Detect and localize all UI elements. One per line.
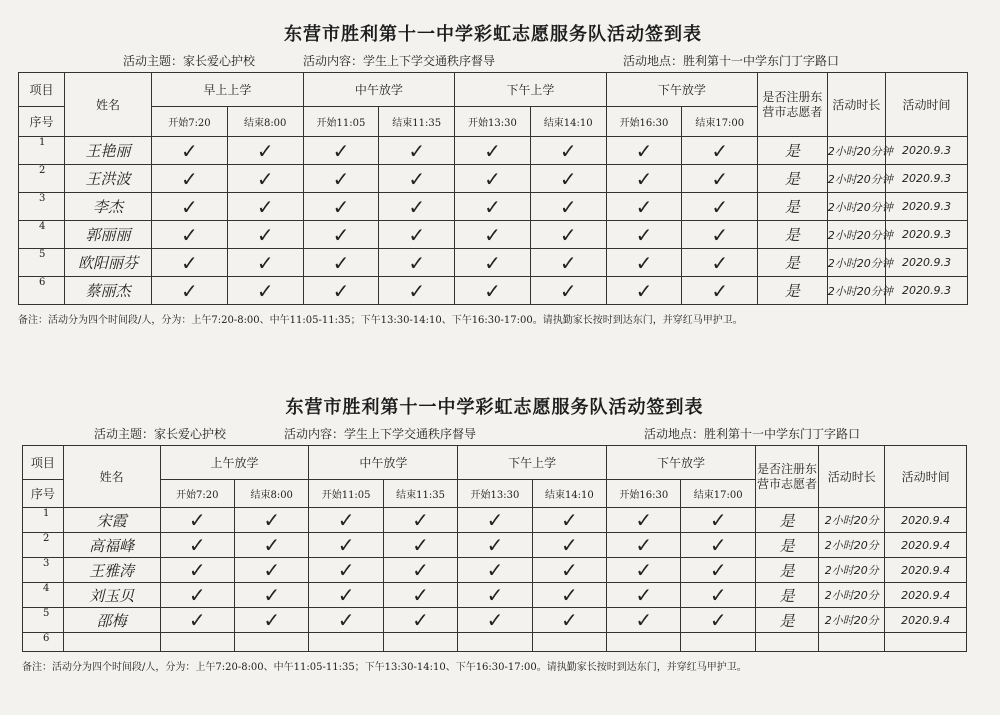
check-mark: ✓ (606, 277, 682, 305)
check-mark: ✓ (383, 558, 457, 583)
check-mark: ✓ (681, 608, 755, 633)
header-period-2: 中午放学 (303, 73, 455, 107)
check-mark (681, 633, 755, 652)
check-mark: ✓ (455, 137, 531, 165)
row-registered: 是 (755, 583, 818, 608)
check-mark: ✓ (303, 249, 379, 277)
row-duration: 2小时20分钟 (827, 193, 885, 221)
check-mark: ✓ (455, 249, 531, 277)
check-mark: ✓ (309, 508, 383, 533)
check-mark: ✓ (152, 193, 228, 221)
activity-content: 活动内容：学生上下学交通秩序督导 (303, 54, 496, 68)
sign-in-sheet-2 (22, 395, 967, 673)
header-duration: 活动时长 (819, 446, 885, 508)
row-duration: 2小时20分钟 (827, 221, 885, 249)
check-mark: ✓ (152, 165, 228, 193)
row-name: 郭丽丽 (65, 221, 152, 249)
header-item: 项目 (23, 446, 64, 480)
check-mark: ✓ (458, 558, 532, 583)
check-mark: ✓ (532, 508, 606, 533)
check-mark: ✓ (160, 533, 234, 558)
row-name: 刘玉贝 (63, 583, 160, 608)
header-time-5: 开始13:30 (455, 107, 531, 137)
row-duration (819, 633, 885, 652)
check-mark: ✓ (303, 221, 379, 249)
check-mark (458, 633, 532, 652)
check-mark: ✓ (455, 221, 531, 249)
row-date: 2020.9.3 (886, 193, 968, 221)
header-row (19, 73, 968, 107)
row-index: 5 (23, 608, 64, 633)
row-name: 高福峰 (63, 533, 160, 558)
row-date: 2020.9.4 (885, 508, 967, 533)
header-row (23, 446, 967, 480)
check-mark: ✓ (379, 221, 455, 249)
check-mark: ✓ (379, 165, 455, 193)
row-registered: 是 (758, 165, 828, 193)
row-index: 4 (19, 221, 65, 249)
check-mark: ✓ (530, 277, 606, 305)
table-row (23, 608, 967, 633)
check-mark: ✓ (152, 249, 228, 277)
check-mark: ✓ (681, 508, 755, 533)
row-name (63, 633, 160, 652)
header-seq: 序号 (23, 480, 64, 508)
header-time-5: 开始13:30 (458, 480, 532, 508)
row-date: 2020.9.3 (886, 165, 968, 193)
header-registered: 是否注册东营市志愿者 (758, 73, 828, 137)
check-mark: ✓ (532, 558, 606, 583)
check-mark: ✓ (682, 137, 758, 165)
check-mark: ✓ (681, 583, 755, 608)
check-mark: ✓ (458, 608, 532, 633)
header-time-7: 开始16:30 (607, 480, 681, 508)
check-mark (160, 633, 234, 652)
row-duration: 2小时20分 (819, 508, 885, 533)
table-row (23, 633, 967, 652)
header-period-2: 中午放学 (309, 446, 458, 480)
check-mark: ✓ (455, 193, 531, 221)
row-name: 邵梅 (63, 608, 160, 633)
row-index: 2 (23, 533, 64, 558)
check-mark: ✓ (607, 508, 681, 533)
sheet-title: 东营市胜利第十一中学彩虹志愿服务队活动签到表 (284, 24, 702, 45)
row-date: 2020.9.4 (885, 583, 967, 608)
check-mark: ✓ (606, 137, 682, 165)
header-period-1: 早上上学 (152, 73, 304, 107)
check-mark: ✓ (383, 608, 457, 633)
header-item: 项目 (19, 73, 65, 107)
header-time-2: 结束8:00 (235, 480, 309, 508)
sign-in-sheet-1 (18, 22, 968, 326)
check-mark: ✓ (682, 221, 758, 249)
row-index: 6 (19, 277, 65, 305)
check-mark: ✓ (530, 193, 606, 221)
check-mark (309, 633, 383, 652)
check-mark: ✓ (303, 165, 379, 193)
activity-info (22, 421, 967, 445)
check-mark: ✓ (532, 583, 606, 608)
check-mark: ✓ (309, 608, 383, 633)
check-mark: ✓ (606, 165, 682, 193)
header-time-7: 开始16:30 (606, 107, 682, 137)
check-mark: ✓ (606, 249, 682, 277)
header-name: 姓名 (63, 446, 160, 508)
row-registered: 是 (755, 508, 818, 533)
activity-theme: 活动主题：家长爱心护校 (94, 427, 227, 441)
row-date (885, 633, 967, 652)
table-row (19, 137, 968, 165)
check-mark: ✓ (309, 583, 383, 608)
check-mark: ✓ (227, 165, 303, 193)
row-index: 5 (19, 249, 65, 277)
table-row (19, 249, 968, 277)
row-name: 宋霞 (63, 508, 160, 533)
check-mark: ✓ (379, 249, 455, 277)
check-mark: ✓ (681, 533, 755, 558)
check-mark: ✓ (160, 558, 234, 583)
row-index: 6 (23, 633, 64, 652)
check-mark: ✓ (309, 533, 383, 558)
row-duration: 2小时20分 (819, 608, 885, 633)
sign-in-table (18, 72, 968, 305)
check-mark: ✓ (309, 558, 383, 583)
header-period-3: 下午上学 (455, 73, 607, 107)
sheet-title: 东营市胜利第十一中学彩虹志愿服务队活动签到表 (285, 397, 704, 418)
check-mark: ✓ (235, 558, 309, 583)
check-mark: ✓ (458, 533, 532, 558)
check-mark: ✓ (379, 193, 455, 221)
row-registered: 是 (758, 277, 828, 305)
row-name: 蔡丽杰 (65, 277, 152, 305)
check-mark: ✓ (303, 277, 379, 305)
header-duration: 活动时长 (827, 73, 885, 137)
row-date: 2020.9.4 (885, 608, 967, 633)
header-time-4: 结束11:35 (383, 480, 457, 508)
check-mark: ✓ (530, 221, 606, 249)
header-date: 活动时间 (885, 446, 967, 508)
check-mark: ✓ (160, 583, 234, 608)
header-time-8: 结束17:00 (682, 107, 758, 137)
header-time-2: 结束8:00 (227, 107, 303, 137)
check-mark: ✓ (682, 193, 758, 221)
row-registered: 是 (758, 249, 828, 277)
check-mark: ✓ (607, 533, 681, 558)
check-mark: ✓ (532, 533, 606, 558)
row-name: 王雅涛 (63, 558, 160, 583)
check-mark: ✓ (303, 193, 379, 221)
remark-note: 备注：活动分为四个时间段/人，分为：上午7:20-8:00、中午11:05-11:35；下午13:30-14:10、下午16:30-17:00。请执勤家长按时到达东门，并穿红马甲护卫。 (18, 315, 743, 326)
row-duration: 2小时20分 (819, 583, 885, 608)
row-duration: 2小时20分 (819, 558, 885, 583)
header-period-1: 上午放学 (160, 446, 309, 480)
check-mark: ✓ (235, 508, 309, 533)
check-mark: ✓ (379, 277, 455, 305)
check-mark: ✓ (607, 583, 681, 608)
activity-content: 活动内容：学生上下学交通秩序督导 (284, 427, 477, 441)
check-mark: ✓ (227, 193, 303, 221)
row-registered (755, 633, 818, 652)
header-time-8: 结束17:00 (681, 480, 755, 508)
header-seq: 序号 (19, 107, 65, 137)
check-mark: ✓ (383, 583, 457, 608)
row-duration: 2小时20分钟 (827, 277, 885, 305)
table-row (23, 583, 967, 608)
check-mark: ✓ (227, 249, 303, 277)
row-name: 欧阳丽芬 (65, 249, 152, 277)
check-mark: ✓ (227, 277, 303, 305)
row-registered: 是 (755, 533, 818, 558)
row-date: 2020.9.4 (885, 558, 967, 583)
check-mark: ✓ (681, 558, 755, 583)
check-mark: ✓ (235, 583, 309, 608)
row-name: 王洪波 (65, 165, 152, 193)
activity-info (18, 48, 968, 72)
check-mark: ✓ (379, 137, 455, 165)
check-mark: ✓ (682, 249, 758, 277)
header-date: 活动时间 (886, 73, 968, 137)
table-row (19, 165, 968, 193)
check-mark (383, 633, 457, 652)
check-mark: ✓ (235, 608, 309, 633)
row-registered: 是 (755, 608, 818, 633)
header-registered: 是否注册东营市志愿者 (755, 446, 818, 508)
check-mark: ✓ (458, 583, 532, 608)
row-duration: 2小时20分钟 (827, 249, 885, 277)
check-mark: ✓ (455, 165, 531, 193)
activity-location: 活动地点：胜利第十一中学东门丁字路口 (644, 427, 861, 441)
activity-theme: 活动主题：家长爱心护校 (123, 54, 256, 68)
check-mark (532, 633, 606, 652)
row-date: 2020.9.4 (885, 533, 967, 558)
check-mark: ✓ (458, 508, 532, 533)
row-date: 2020.9.3 (886, 221, 968, 249)
check-mark: ✓ (682, 165, 758, 193)
check-mark: ✓ (530, 165, 606, 193)
header-time-4: 结束11:35 (379, 107, 455, 137)
check-mark: ✓ (606, 221, 682, 249)
header-time-6: 结束14:10 (532, 480, 606, 508)
check-mark: ✓ (160, 608, 234, 633)
check-mark: ✓ (303, 137, 379, 165)
check-mark: ✓ (160, 508, 234, 533)
row-index: 2 (19, 165, 65, 193)
check-mark: ✓ (152, 277, 228, 305)
header-period-4: 下午放学 (607, 446, 756, 480)
check-mark (607, 633, 681, 652)
check-mark: ✓ (227, 221, 303, 249)
header-time-6: 结束14:10 (530, 107, 606, 137)
check-mark: ✓ (152, 221, 228, 249)
row-date: 2020.9.3 (886, 249, 968, 277)
row-date: 2020.9.3 (886, 137, 968, 165)
check-mark: ✓ (530, 137, 606, 165)
header-name: 姓名 (65, 73, 152, 137)
table-row (19, 221, 968, 249)
row-index: 4 (23, 583, 64, 608)
check-mark: ✓ (532, 608, 606, 633)
header-period-4: 下午放学 (606, 73, 758, 107)
table-row (23, 558, 967, 583)
row-index: 3 (19, 193, 65, 221)
remark-note: 备注：活动分为四个时间段/人，分为：上午7:20-8:00、中午11:05-11:35；下午13:30-14:10、下午16:30-17:00。请执勤家长按时到达东门，并穿红马甲护卫。 (22, 662, 747, 673)
check-mark: ✓ (152, 137, 228, 165)
header-period-3: 下午上学 (458, 446, 607, 480)
header-time-3: 开始11:05 (303, 107, 379, 137)
check-mark: ✓ (607, 608, 681, 633)
check-mark: ✓ (530, 249, 606, 277)
check-mark: ✓ (682, 277, 758, 305)
check-mark: ✓ (606, 193, 682, 221)
row-registered: 是 (758, 221, 828, 249)
check-mark: ✓ (227, 137, 303, 165)
row-name: 王艳丽 (65, 137, 152, 165)
check-mark: ✓ (235, 533, 309, 558)
check-mark: ✓ (455, 277, 531, 305)
activity-location: 活动地点：胜利第十一中学东门丁字路口 (623, 54, 840, 68)
header-time-3: 开始11:05 (309, 480, 383, 508)
row-registered: 是 (758, 137, 828, 165)
table-row (23, 508, 967, 533)
check-mark (235, 633, 309, 652)
row-duration: 2小时20分钟 (827, 137, 885, 165)
table-row (19, 193, 968, 221)
check-mark: ✓ (383, 533, 457, 558)
header-time-1: 开始7:20 (152, 107, 228, 137)
row-registered: 是 (755, 558, 818, 583)
sign-in-table (22, 445, 967, 652)
table-row (19, 277, 968, 305)
row-name: 李杰 (65, 193, 152, 221)
row-duration: 2小时20分 (819, 533, 885, 558)
check-mark: ✓ (607, 558, 681, 583)
header-time-1: 开始7:20 (160, 480, 234, 508)
row-registered: 是 (758, 193, 828, 221)
check-mark: ✓ (383, 508, 457, 533)
row-index: 1 (23, 508, 64, 533)
row-index: 1 (19, 137, 65, 165)
row-date: 2020.9.3 (886, 277, 968, 305)
row-index: 3 (23, 558, 64, 583)
row-duration: 2小时20分钟 (827, 165, 885, 193)
table-row (23, 533, 967, 558)
